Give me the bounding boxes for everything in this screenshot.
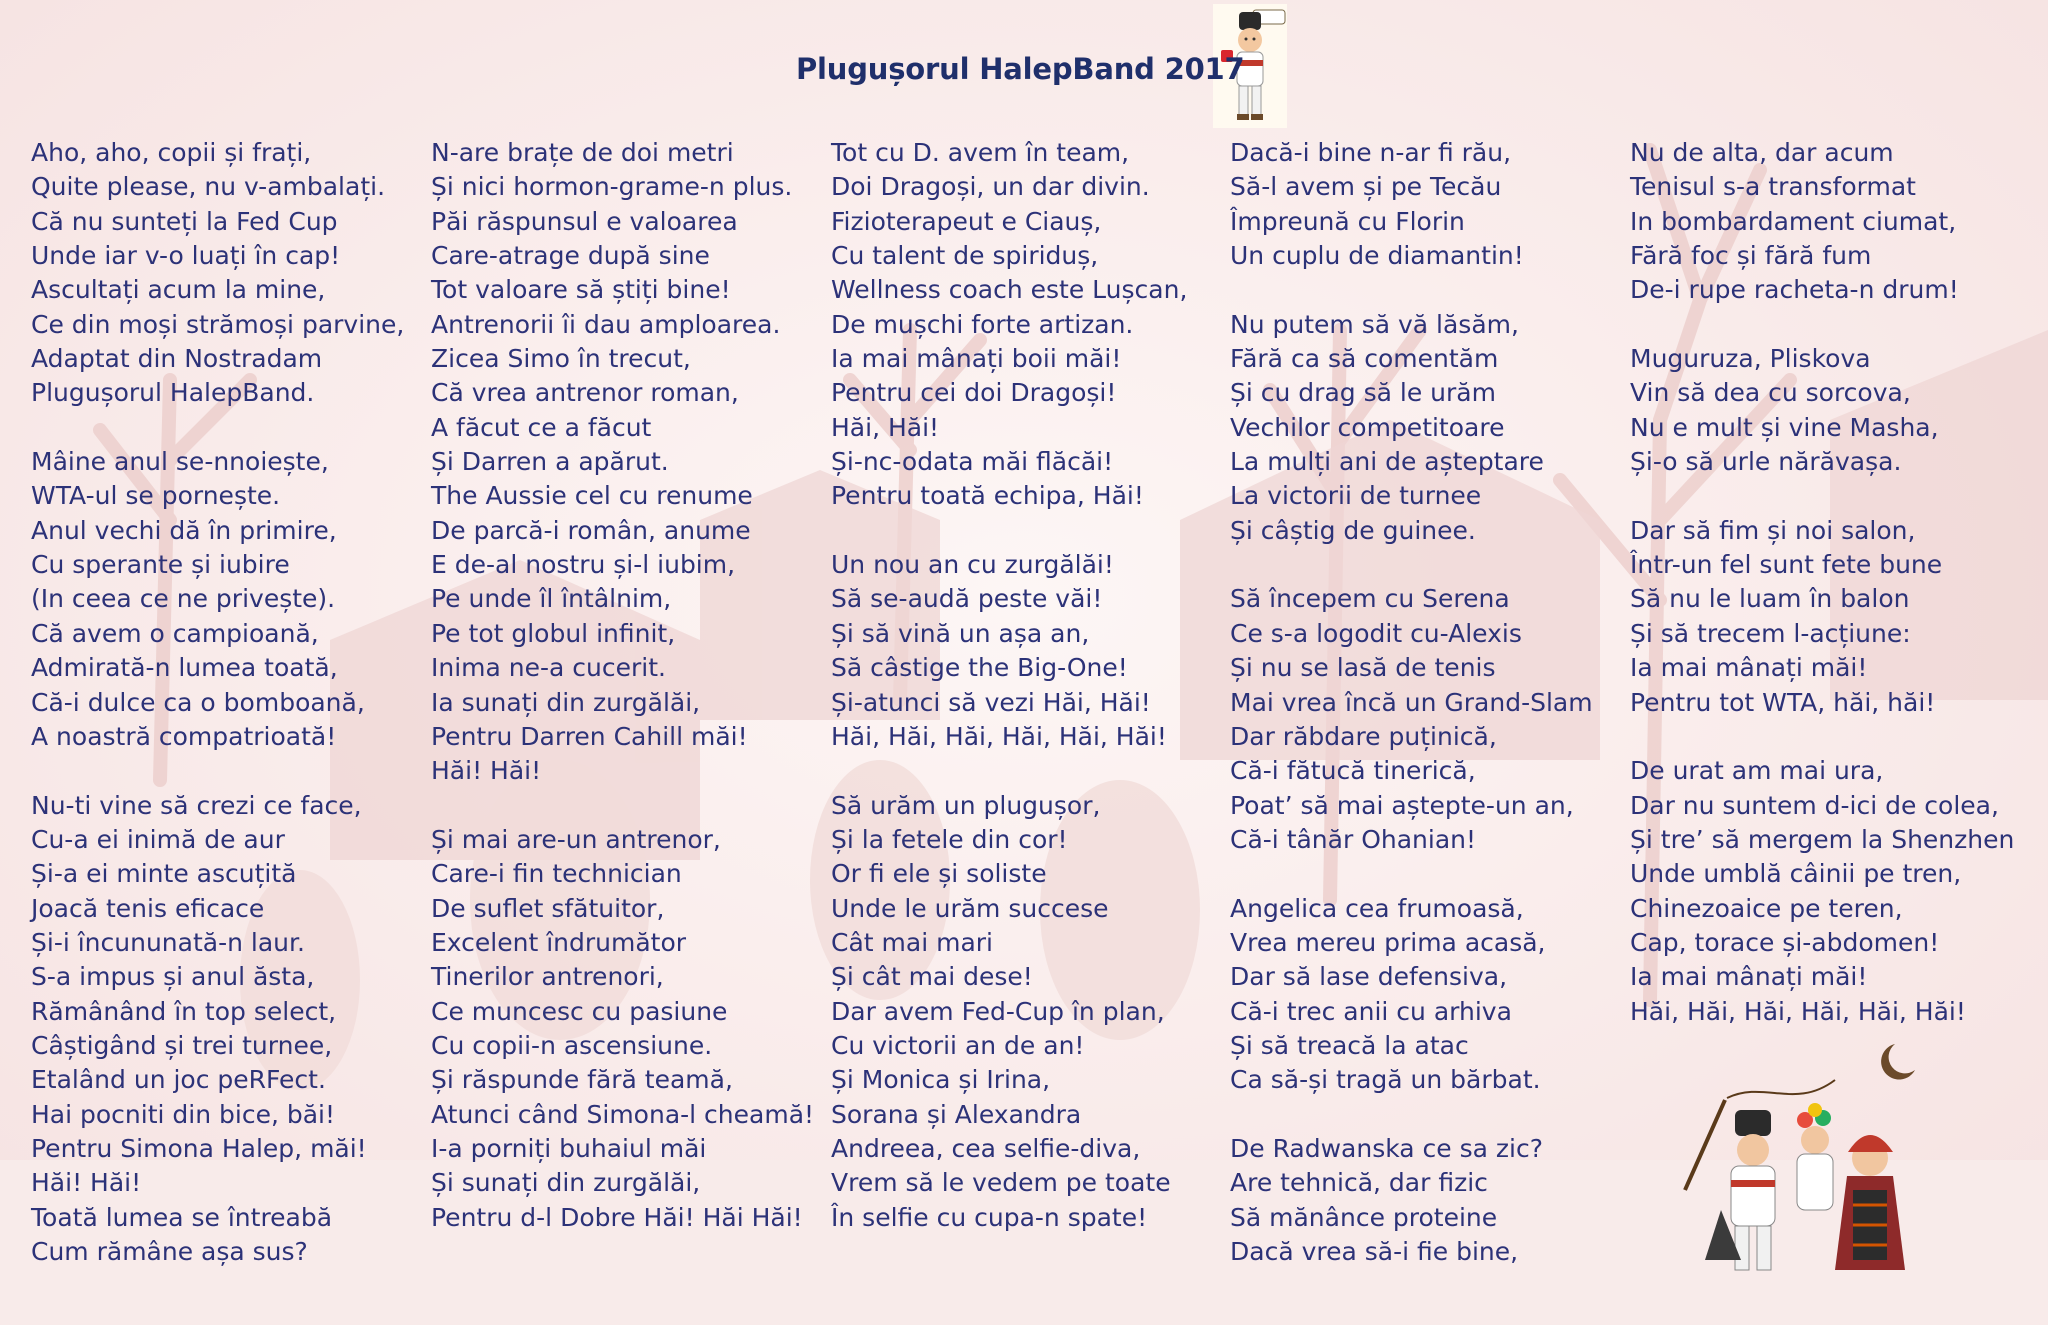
verse-line: Hăi, Hăi, Hăi, Hăi, Hăi, Hăi! <box>1630 996 1966 1026</box>
verse-line: E de-al nostru și-l iubim, <box>431 550 736 580</box>
verse-line: Și-o să urle nărăvașa. <box>1630 447 1902 477</box>
verse-line: Că nu sunteți la Fed Cup <box>31 206 338 236</box>
verse-line: Să-l avem și pe Tecău <box>1230 172 1502 202</box>
verse-line: Ia mai mânați măi! <box>1630 962 1868 992</box>
verse-line: Că avem o campioană, <box>31 618 319 648</box>
verse-line: Plugușorul HalepBand. <box>31 378 315 408</box>
verse-line: De parcă-i român, anume <box>431 515 751 545</box>
verse-line: Și nici hormon-grame-n plus. <box>431 172 793 202</box>
verse-line: Vechilor competitoare <box>1230 412 1505 442</box>
verse-line: Hăi, Hăi, Hăi, Hăi, Hăi, Hăi! <box>831 721 1167 751</box>
verse-line: Ia mai mânați măi! <box>1630 653 1868 683</box>
verse-line: Și să treacă la atac <box>1230 1030 1469 1060</box>
verse-line: De-i rupe racheta-n drum! <box>1630 275 1959 305</box>
verse-line: Să începem cu Serena <box>1230 584 1510 614</box>
stanza-gap <box>431 789 831 823</box>
verse-line: Și câștig de guinee. <box>1230 515 1476 545</box>
verse-line: Nu-ti vine să crezi ce face, <box>31 790 362 820</box>
verse-line: Cu talent de spiriduș, <box>831 241 1099 271</box>
verse-line: Hăi! Hăi! <box>31 1168 142 1198</box>
verse-line: Vrem să le vedem pe toate <box>831 1168 1171 1198</box>
verse-line: Adaptat din Nostradam <box>31 344 323 374</box>
stanza-gap <box>1630 720 2030 754</box>
verse-line: Poat’ să mai aștepte-un an, <box>1230 790 1574 820</box>
verse-line: Hăi! Hăi! <box>431 756 542 786</box>
verse-line: S-a impus și anul ăsta, <box>31 962 315 992</box>
verse-line: Etalând un joc peRFect. <box>31 1065 326 1095</box>
verse-line: Rămânând în top select, <box>31 996 337 1026</box>
verse-line: Pe unde îl întâlnim, <box>431 584 672 614</box>
verse-line: În selfie cu cupa-n spate! <box>831 1202 1148 1232</box>
verse-line: Wellness coach este Lușcan, <box>831 275 1188 305</box>
verse-line: Admirată-n lumea toată, <box>31 653 338 683</box>
verse-line: Și să trecem l-acțiune: <box>1630 618 1911 648</box>
verse-line: Andreea, cea selfie-diva, <box>831 1133 1141 1163</box>
verse-line: Pentru Simona Halep, măi! <box>31 1133 367 1163</box>
stanza-gap <box>1630 308 2030 342</box>
verse-line: Fizioterapeut e Ciauș, <box>831 206 1102 236</box>
verse-line: Antrenorii îi dau amploarea. <box>431 309 781 339</box>
verse-line: Și să vină un așa an, <box>831 618 1090 648</box>
verse-line: La mulți ani de așteptare <box>1230 447 1544 477</box>
verse-line: Dar să lase defensiva, <box>1230 962 1508 992</box>
verse-line: Pentru Darren Cahill măi! <box>431 721 748 751</box>
verse-line: Cum rămâne așa sus? <box>31 1237 308 1266</box>
verse-line: Și răspunde fără teamă, <box>431 1065 733 1095</box>
verse-line: Nu putem să vă lăsăm, <box>1230 309 1519 339</box>
verse-line: Inima ne-a cucerit. <box>431 653 666 683</box>
verse-line: Un cuplu de diamantin! <box>1230 241 1524 271</box>
verse-line: Doi Dragoși, un dar divin. <box>831 172 1150 202</box>
poem-column-3 <box>831 136 1231 1235</box>
verse-line: Dar răbdare puținică, <box>1230 721 1497 751</box>
verse-line: Și tre’ să mergem la Shenzhen <box>1630 824 2015 854</box>
verse-line: WTA-ul se pornește. <box>31 481 281 511</box>
poem-column-2 <box>431 136 831 1235</box>
verse-line: Ce din moși strămoși parvine, <box>31 309 405 339</box>
verse-line: Care-atrage după sine <box>431 241 710 271</box>
verse-line: Sorana și Alexandra <box>831 1099 1082 1129</box>
verse-line: Ia mai mânați boii măi! <box>831 344 1122 374</box>
verse-line: Tinerilor antrenori, <box>431 962 664 992</box>
verse-line: Aho, aho, copii și frați, <box>31 138 312 167</box>
verse-line: Unde umblă câinii pe tren, <box>1630 859 1962 889</box>
verse-line: Cu sperante și iubire <box>31 550 290 580</box>
stanza-gap <box>31 754 431 788</box>
verse-line: Anul vechi dă în primire, <box>31 515 337 545</box>
carolers-illustration <box>1665 1040 1935 1290</box>
verse-line: Pentru d-l Dobre Hăi! Hăi Hăi! <box>431 1202 803 1232</box>
verse-line: Și nu se lasă de tenis <box>1230 653 1496 683</box>
verse-line: (In ceea ce ne privește). <box>31 584 336 614</box>
verse-line: Fără foc și fără fum <box>1630 241 1872 271</box>
verse-line: Ascultați acum la mine, <box>31 275 326 305</box>
verse-line: Dacă vrea să-i fie bine, <box>1230 1237 1519 1266</box>
verse-line: Nu e mult și vine Masha, <box>1630 412 1939 442</box>
verse-line: Pe tot globul infinit, <box>431 618 676 648</box>
verse-line: De suflet sfătuitor, <box>431 893 665 923</box>
verse-line: Și mai are-un antrenor, <box>431 824 721 854</box>
verse-line: Joacă tenis eficace <box>31 893 265 923</box>
verse-line: Nu de alta, dar acum <box>1630 138 1894 167</box>
poem-column-4 <box>1230 136 1630 1269</box>
verse-line: Vrea mereu prima acasă, <box>1230 927 1546 957</box>
verse-line: Și-nc-odata măi flăcăi! <box>831 447 1114 477</box>
verse-line: Și Monica și Irina, <box>831 1065 1051 1095</box>
verse-line: Are tehnică, dar fizic <box>1230 1168 1488 1198</box>
verse-line: Ce s-a logodit cu-Alexis <box>1230 618 1522 648</box>
verse-line: Cu victorii an de an! <box>831 1030 1085 1060</box>
verse-line: De urat am mai ura, <box>1630 756 1884 786</box>
verse-line: Chinezoaice pe teren, <box>1630 893 1903 923</box>
poem-column-1 <box>31 136 431 1269</box>
verse-line: A făcut ce a făcut <box>431 412 652 442</box>
verse-line: A noastră compatrioată! <box>31 721 337 751</box>
verse-line: Toată lumea se întreabă <box>31 1202 333 1232</box>
verse-line: Că-i trec anii cu arhiva <box>1230 996 1512 1026</box>
verse-line: Quite please, nu v-ambalați. <box>31 172 386 202</box>
verse-line: Și cât mai dese! <box>831 962 1033 992</box>
verse-line: Muguruza, Pliskova <box>1630 344 1871 374</box>
verse-line: Fără ca să comentăm <box>1230 344 1499 374</box>
verse-line: Și cu drag să le urăm <box>1230 378 1496 408</box>
verse-line: Dar să fim și noi salon, <box>1630 515 1916 545</box>
stanza-gap <box>1230 273 1630 307</box>
verse-line: Vin să dea cu sorcova, <box>1630 378 1911 408</box>
verse-line: Cap, torace și-abdomen! <box>1630 927 1940 957</box>
verse-line: Pentru tot WTA, hăi, hăi! <box>1630 687 1936 717</box>
verse-line: La victorii de turnee <box>1230 481 1482 511</box>
verse-line: Mai vrea încă un Grand-Slam <box>1230 687 1593 717</box>
verse-line: Ca să-și tragă un bărbat. <box>1230 1065 1541 1095</box>
poster-title: Plugușorul HalepBand 2017 <box>796 52 1245 86</box>
verse-line: Tenisul s-a transformat <box>1630 172 1916 202</box>
verse-line: Împreună cu Florin <box>1230 206 1465 236</box>
verse-line: Ce muncesc cu pasiune <box>431 996 728 1026</box>
verse-line: N-are brațe de doi metri <box>431 138 734 167</box>
verse-line: Mâine anul se-nnoiește, <box>31 447 329 477</box>
verse-line: Dacă-i bine n-ar fi rău, <box>1230 138 1512 167</box>
verse-line: Unde iar v-o luați în cap! <box>31 241 341 271</box>
verse-line: Și-a ei minte ascuțită <box>31 859 297 889</box>
verse-line: Angelica cea frumoasă, <box>1230 893 1524 923</box>
verse-line: Tot valoare să știți bine! <box>431 275 731 305</box>
verse-line: De mușchi forte artizan. <box>831 309 1134 339</box>
verse-line: Tot cu D. avem în team, <box>831 138 1130 167</box>
verse-line: Să urăm un plugușor, <box>831 790 1101 820</box>
verse-line: Un nou an cu zurgălăi! <box>831 550 1114 580</box>
stanza-gap <box>831 514 1231 548</box>
verse-line: Cât mai mari <box>831 927 993 957</box>
verse-line: Or fi ele și soliste <box>831 859 1047 889</box>
stanza-gap <box>31 411 431 445</box>
stanza-gap <box>1230 857 1630 891</box>
verse-line: Care-i fin technician <box>431 859 682 889</box>
verse-line: Zicea Simo în trecut, <box>431 344 691 374</box>
verse-line: De Radwanska ce sa zic? <box>1230 1133 1543 1163</box>
verse-line: Cu copii-n ascensiune. <box>431 1030 713 1060</box>
verse-line: I-a porniți buhaiul măi <box>431 1133 707 1163</box>
verse-line: Hăi, Hăi! <box>831 412 940 442</box>
poem-column-5 <box>1630 136 2030 1029</box>
verse-line: Unde le urăm succese <box>831 893 1109 923</box>
stanza-gap <box>1230 1098 1630 1132</box>
verse-line: Că-i dulce ca o bomboană, <box>31 687 365 717</box>
stanza-gap <box>831 754 1231 788</box>
verse-line: Și-atunci să vezi Hăi, Hăi! <box>831 687 1151 717</box>
verse-line: Și la fetele din cor! <box>831 824 1068 854</box>
verse-line: Într-un fel sunt fete bune <box>1630 550 1943 580</box>
verse-line: In bombardament ciumat, <box>1630 206 1957 236</box>
verse-line: Hai pocniti din bice, băi! <box>31 1099 336 1129</box>
verse-line: Că-i tânăr Ohanian! <box>1230 824 1477 854</box>
verse-line: Câștigând și trei turnee, <box>31 1030 333 1060</box>
stanza-gap <box>1230 548 1630 582</box>
verse-line: Cu-a ei inimă de aur <box>31 824 285 854</box>
verse-line: Excelent îndrumător <box>431 927 687 957</box>
verse-line: Și sunați din zurgălăi, <box>431 1168 701 1198</box>
verse-line: Dar nu suntem d-ici de colea, <box>1630 790 1999 820</box>
verse-line: Ia sunați din zurgălăi, <box>431 687 701 717</box>
verse-line: Că vrea antrenor roman, <box>431 378 739 408</box>
verse-line: Să se-audă peste văi! <box>831 584 1103 614</box>
verse-line: Că-i fătucă tinerică, <box>1230 756 1476 786</box>
verse-line: Pentru toată echipa, Hăi! <box>831 481 1144 511</box>
verse-line: Și Darren a apărut. <box>431 447 669 477</box>
verse-line: Dar avem Fed-Cup în plan, <box>831 996 1165 1026</box>
verse-line: Să mănânce proteine <box>1230 1202 1498 1232</box>
verse-line: Să nu le luam în balon <box>1630 584 1910 614</box>
verse-line: The Aussie cel cu renume <box>431 481 753 511</box>
verse-line: Și-i încununată-n laur. <box>31 927 305 957</box>
verse-line: Să câstige the Big-One! <box>831 653 1128 683</box>
verse-line: Pentru cei doi Dragoși! <box>831 378 1117 408</box>
stanza-gap <box>1630 479 2030 513</box>
verse-line: Atunci când Simona-l cheamă! <box>431 1099 815 1129</box>
verse-line: Păi răspunsul e valoarea <box>431 206 738 236</box>
